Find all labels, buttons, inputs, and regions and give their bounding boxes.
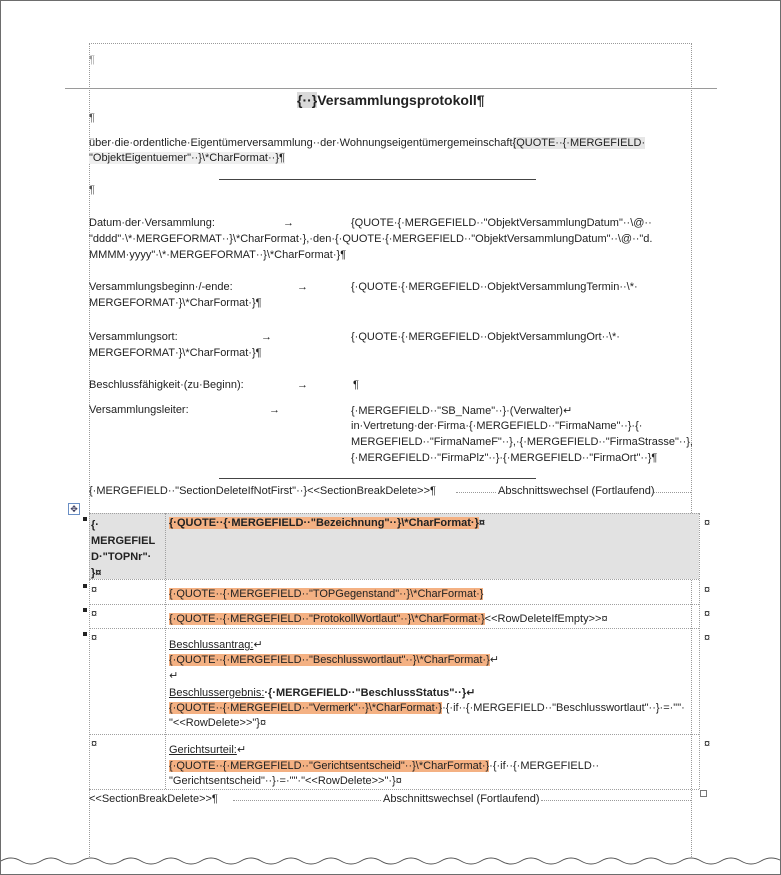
- row4-col1-cell[interactable]: ¤: [91, 632, 98, 644]
- table-border: [89, 513, 90, 789]
- line-break-mark: ↵: [169, 670, 179, 682]
- table-move-handle-icon[interactable]: ✥: [68, 503, 80, 515]
- table-border: [699, 513, 700, 789]
- line-break-mark: ↵: [236, 744, 247, 756]
- intro-line-1[interactable]: [89, 137, 645, 149]
- gerichtsurteil-label: Gerichtsurteil:: [169, 744, 237, 756]
- beschlussergebnis-line[interactable]: [169, 686, 475, 699]
- ort-field-line-1[interactable]: {·QUOTE·{·MERGEFIELD··ObjektVersammlungOrt··\*·: [351, 331, 620, 343]
- if-gerichtsentscheid-field: ·{·if··{·MERGEFIELD··: [489, 760, 600, 772]
- datum-field-line-1[interactable]: {QUOTE·{·MERGEFIELD··"ObjektVersammlungDatum"··\@··: [351, 217, 652, 229]
- bezeichnung-field: {·QUOTE··{·MERGEFIELD··"Bezeichnung"··}\*CharFormat·}: [169, 517, 479, 529]
- header-col1-line: D·"TOPNr"·: [91, 551, 152, 563]
- gerichtsurteil-line[interactable]: [169, 743, 246, 756]
- cell-end-mark: ¤: [601, 613, 608, 625]
- tab-arrow: →: [297, 281, 308, 293]
- title-para-mark: ¶: [476, 92, 485, 108]
- section-break-line: [654, 492, 691, 493]
- section-break-line: [541, 800, 691, 801]
- gerichtsentscheid-line[interactable]: [169, 760, 599, 772]
- section-break-line: [456, 492, 496, 493]
- title-text: Versammlungsprotokoll: [317, 92, 477, 108]
- vermerk-line[interactable]: [169, 702, 685, 714]
- beschlussfaehigkeit-para[interactable]: ¶: [353, 379, 359, 391]
- row-delete-if-empty: <<RowDeleteIfEmpty>>: [484, 613, 602, 625]
- row-select-handle[interactable]: [83, 632, 87, 636]
- top-gegenstand-field[interactable]: {·QUOTE··{·MERGEFIELD··"TOPGegenstand"··}\*CharFormat·}: [169, 588, 484, 600]
- beschlussantrag-label: Beschlussantrag:: [169, 639, 254, 651]
- cell-end-mark: ¤: [478, 517, 485, 529]
- leiter-line-4[interactable]: {·MERGEFIELD··"FirmaPlz"··}·{·MERGEFIELD··"FirmaOrt"··}¶: [351, 452, 658, 464]
- section-break-label: Abschnittswechsel (Fortlaufend): [498, 485, 655, 497]
- header-col2-cell[interactable]: [169, 517, 485, 529]
- beschluss-status-field: ·{·MERGEFIELD··"BeschlussStatus"··}↵: [264, 687, 476, 699]
- leiter-line-3[interactable]: MERGEFIELD··"FirmaNameF"··},·{·MERGEFIELD··"FirmaStrasse"··},: [351, 436, 693, 448]
- row-end-mark: ¤: [704, 738, 711, 750]
- tab-arrow: →: [297, 379, 308, 391]
- protokoll-wortlaut-field: {·QUOTE··{·MERGEFIELD··"ProtokollWortlaut"··}\*CharFormat·}: [169, 613, 485, 625]
- beschlussergebnis-label: Beschlussergebnis:: [169, 687, 265, 699]
- table-border: [89, 513, 699, 514]
- row-select-handle[interactable]: [83, 584, 87, 588]
- table-border: [89, 604, 699, 605]
- beginn-field-line-2[interactable]: MERGEFORMAT·}\*CharFormat·}¶: [89, 297, 262, 309]
- row-delete-field[interactable]: "<<RowDelete>>"}¤: [169, 717, 267, 729]
- leiter-line-2[interactable]: in·Vertretung·der·Firma·{·MERGEFIELD··"FirmaName"··}·{·: [351, 420, 643, 432]
- intro-line-2[interactable]: "ObjektEigentuemer"··}\*CharFormat··}¶: [89, 152, 285, 164]
- header-paragraph-mark[interactable]: ¶: [89, 54, 95, 66]
- header-col1-line: {·: [91, 519, 99, 531]
- beschlussantrag-line[interactable]: [169, 638, 263, 651]
- header-top-boundary: [89, 43, 692, 44]
- tab-arrow: →: [283, 217, 294, 229]
- intro-underline-rule: [219, 179, 536, 180]
- header-col1-cell[interactable]: [91, 517, 155, 581]
- table-border: [89, 628, 699, 629]
- row3-col2-cell[interactable]: [169, 613, 608, 625]
- label-ort[interactable]: Versammlungsort:: [89, 331, 178, 343]
- tab-arrow: →: [261, 331, 272, 343]
- section-break-delete-field[interactable]: <<SectionBreakDelete>>¶: [89, 793, 218, 805]
- line-break-mark: ↵: [489, 654, 499, 666]
- leiter-line-1[interactable]: {·MERGEFIELD··"SB_Name"··}·(Verwalter)↵: [351, 405, 573, 417]
- line-break-mark: ↵: [253, 639, 263, 651]
- table-border: [89, 734, 699, 735]
- row-select-handle[interactable]: [83, 608, 87, 612]
- tab-arrow: →: [269, 404, 280, 416]
- table-border: [89, 789, 699, 790]
- label-leiter[interactable]: Versammlungsleiter:: [89, 404, 189, 416]
- beschlusswortlaut-line[interactable]: [169, 653, 499, 666]
- header-col1-line: }¤: [91, 567, 102, 579]
- table-border: [165, 513, 166, 789]
- beschlusswortlaut-field: {·QUOTE··{·MERGEFIELD··"Beschlusswortlaut"··}\*CharFormat·}: [169, 654, 490, 666]
- intro-text: über·die·ordentliche·Eigentümerversammlung··der·Wohnungseigentümergemeinschaft: [89, 137, 513, 149]
- title-field-brace: {··}: [297, 92, 318, 108]
- right-margin-guide: [691, 43, 692, 873]
- if-beschlusswortlaut-field: ·{·if··{·MERGEFIELD··"Beschlusswortlaut"··}·=·""·: [442, 702, 685, 714]
- empty-paragraph[interactable]: ¶: [89, 112, 95, 124]
- ort-field-line-2[interactable]: MERGEFORMAT·}\*CharFormat·}¶: [89, 347, 262, 359]
- row3-col1-cell[interactable]: ¤: [91, 608, 98, 620]
- gerichtsentscheid-line-2[interactable]: "Gerichtsentscheid"··}·=·""·"<<RowDelete>>"·}¤: [169, 775, 402, 787]
- section-break-label: Abschnittswechsel (Fortlaufend): [383, 793, 540, 805]
- row5-col1-cell[interactable]: ¤: [91, 738, 98, 750]
- header-col1-line: MERGEFIEL: [91, 535, 156, 547]
- row-end-mark: ¤: [704, 517, 711, 529]
- page-torn-edge: [1, 851, 781, 875]
- section-break-line: [233, 800, 381, 801]
- section-delete-field[interactable]: {·MERGEFIELD··"SectionDeleteIfNotFirst"··}<<SectionBreakDelete>>¶: [89, 485, 436, 497]
- intro-quote-field: {QUOTE··{·MERGEFIELD·: [512, 137, 646, 149]
- row-select-handle[interactable]: [83, 517, 87, 521]
- fields-underline-rule: [219, 478, 536, 479]
- datum-field-line-2[interactable]: "dddd"·\*·MERGEFORMAT··}\*CharFormat·},·den·{·QUOTE·{·MERGEFIELD··"ObjektVersammlungDatum"··\@··"d.: [89, 233, 653, 245]
- row-end-mark: ¤: [704, 632, 711, 644]
- table-border: [89, 579, 699, 580]
- label-datum[interactable]: Datum·der·Versammlung:: [89, 217, 215, 229]
- label-beginn[interactable]: Versammlungsbeginn·/-ende:: [89, 281, 233, 293]
- header-separator-line: [65, 88, 717, 89]
- table-resize-handle[interactable]: [700, 790, 707, 797]
- row2-col1-cell[interactable]: ¤: [91, 584, 98, 596]
- gerichtsentscheid-field: {·QUOTE··{·MERGEFIELD··"Gerichtsentscheid"··}\*CharFormat·}: [169, 760, 490, 772]
- datum-field-line-3[interactable]: MMMM·yyyy"·\*·MERGEFORMAT··}\*CharFormat·}¶: [89, 249, 347, 261]
- empty-paragraph[interactable]: ¶: [89, 184, 95, 196]
- row-end-mark: ¤: [704, 608, 711, 620]
- vermerk-field: {·QUOTE··{·MERGEFIELD··"Vermerk"··}\*CharFormat·}: [169, 702, 443, 714]
- beginn-field-line-1[interactable]: {·QUOTE·{·MERGEFIELD··ObjektVersammlungTermin··\*·: [351, 281, 638, 293]
- row-end-mark: ¤: [704, 584, 711, 596]
- document-title[interactable]: [297, 92, 485, 108]
- label-beschlussfaehigkeit[interactable]: Beschlussfähigkeit·(zu·Beginn):: [89, 379, 244, 391]
